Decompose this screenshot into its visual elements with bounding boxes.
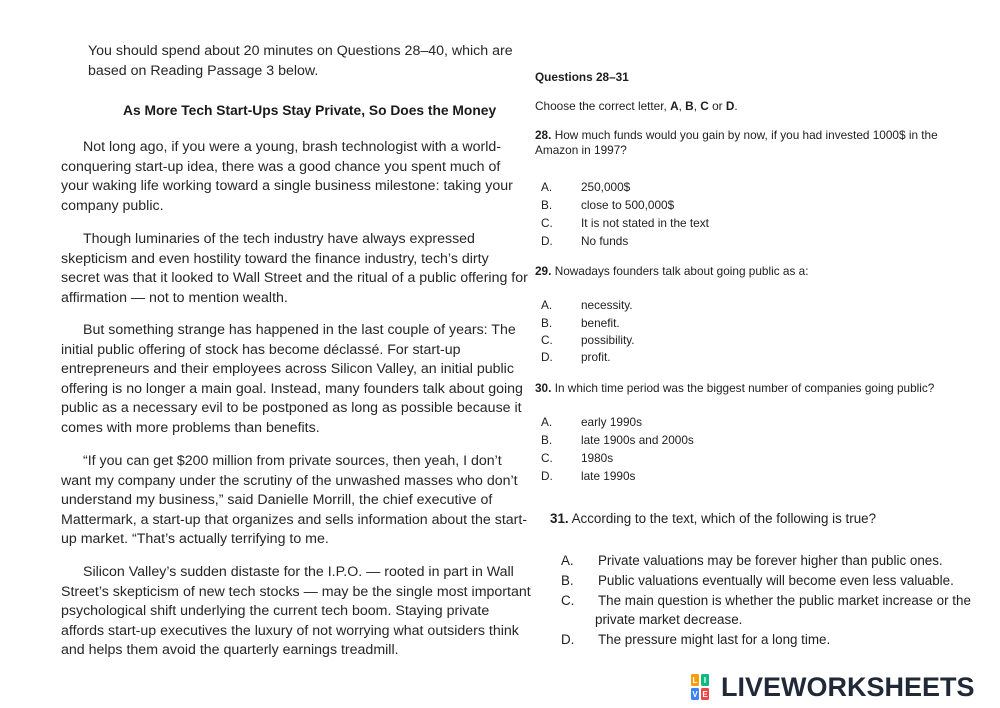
q29-option-d[interactable]: D. profit. [541,350,611,364]
q28-option-a[interactable]: A. 250,000$ [541,180,631,194]
q31-option-d[interactable]: D. The pressure might last for a long time. [561,632,831,647]
q31-option-a[interactable]: A. Private valuations may be forever higher than public ones. [561,553,943,568]
passage-paragraph-3: But something strange has happened in the last couple of years: The initial public offering of stock has become déclassé. For start-up entrepreneurs and their employees across Silicon Valley, an initial public offering is no longer a main goal. Instead, many founders talk about going public as a necessary evil to be postponed as long as possible because it comes with more problems than benefits. [61,322,523,436]
svg-text:E: E [702,690,708,699]
q29-option-c[interactable]: C. possibility. [541,333,635,347]
question-31: 31. According to the text, which of the following is true? [550,511,877,526]
q28-option-d[interactable]: D. No funds [541,234,629,248]
q29-option-a[interactable]: A. necessity. [541,298,633,312]
reading-instructions: You should spend about 20 minutes on Questions 28–40, which are based on Reading Passage 3 below. [88,43,513,79]
q30-option-b[interactable]: B. late 1900s and 2000s [541,433,694,447]
q28-option-c[interactable]: C. It is not stated in the text [541,216,709,230]
svg-text:I: I [703,676,707,685]
questions-instruction: Choose the correct letter, A, B, C or D. [535,99,738,113]
q30-option-a[interactable]: A. early 1990s [541,415,642,429]
q31-option-c-continued: private market decrease. [595,612,743,627]
question-30: 30. In which time period was the biggest number of companies going public? [535,381,935,395]
q29-option-b[interactable]: B. benefit. [541,316,620,330]
question-28: 28. How much funds would you gain by now, if you had invested 1000$ in the Amazon in 1997? [535,128,938,157]
question-29: 29. Nowadays founders talk about going public as a: [535,264,809,278]
liveworksheets-logo-icon [690,672,718,702]
liveworksheets-logo [690,672,975,702]
svg-text:V: V [692,690,698,699]
q30-option-c[interactable]: C. 1980s [541,451,614,465]
passage-title: As More Tech Start-Ups Stay Private, So Does the Money [123,103,497,118]
q28-option-b[interactable]: B. close to 500,000$ [541,198,675,212]
passage-paragraph-4: “If you can get $200 million from private sources, then yeah, I don’t want my company under the scrutiny of the unwashed masses who don’t understand my business,” said Danielle Morrill, the chief executive of Mattermark, a start-up that organizes and sells information about the start-up market. “That’s actually terrifying to me. [61,453,528,548]
liveworksheets-logo-text: LIVEWORKSHEETS [721,671,975,702]
q31-option-b[interactable]: B. Public valuations eventually will become even less valuable. [561,573,954,588]
passage-paragraph-5: Silicon Valley’s sudden distaste for the I.P.O. — rooted in part in Wall Street’s skepticism of new tech stocks — may be the single most important psychological shift underlying the current tech boom. Staying private affords start-up executives the luxury of not worrying what outsiders think and helps them avoid the quarterly earnings treadmill. [61,564,531,659]
q31-option-c[interactable]: C. The main question is whether the public market increase or the [561,593,971,608]
passage-paragraph-2: Though luminaries of the tech industry have always expressed skepticism and even hostility toward the finance industry, tech’s dirty secret was that it looked to Wall Street and the ritual of a public offering for affirmation — not to mention wealth. [61,231,528,306]
q30-option-d[interactable]: D. late 1990s [541,469,636,483]
svg-text:L: L [692,676,698,685]
passage-paragraph-1: Not long ago, if you were a young, brash technologist with a world-conquering start-up idea, there was a good chance you spent much of your waking life working toward a single business milestone: taking your company public. [61,139,513,214]
questions-heading: Questions 28–31 [535,70,629,84]
